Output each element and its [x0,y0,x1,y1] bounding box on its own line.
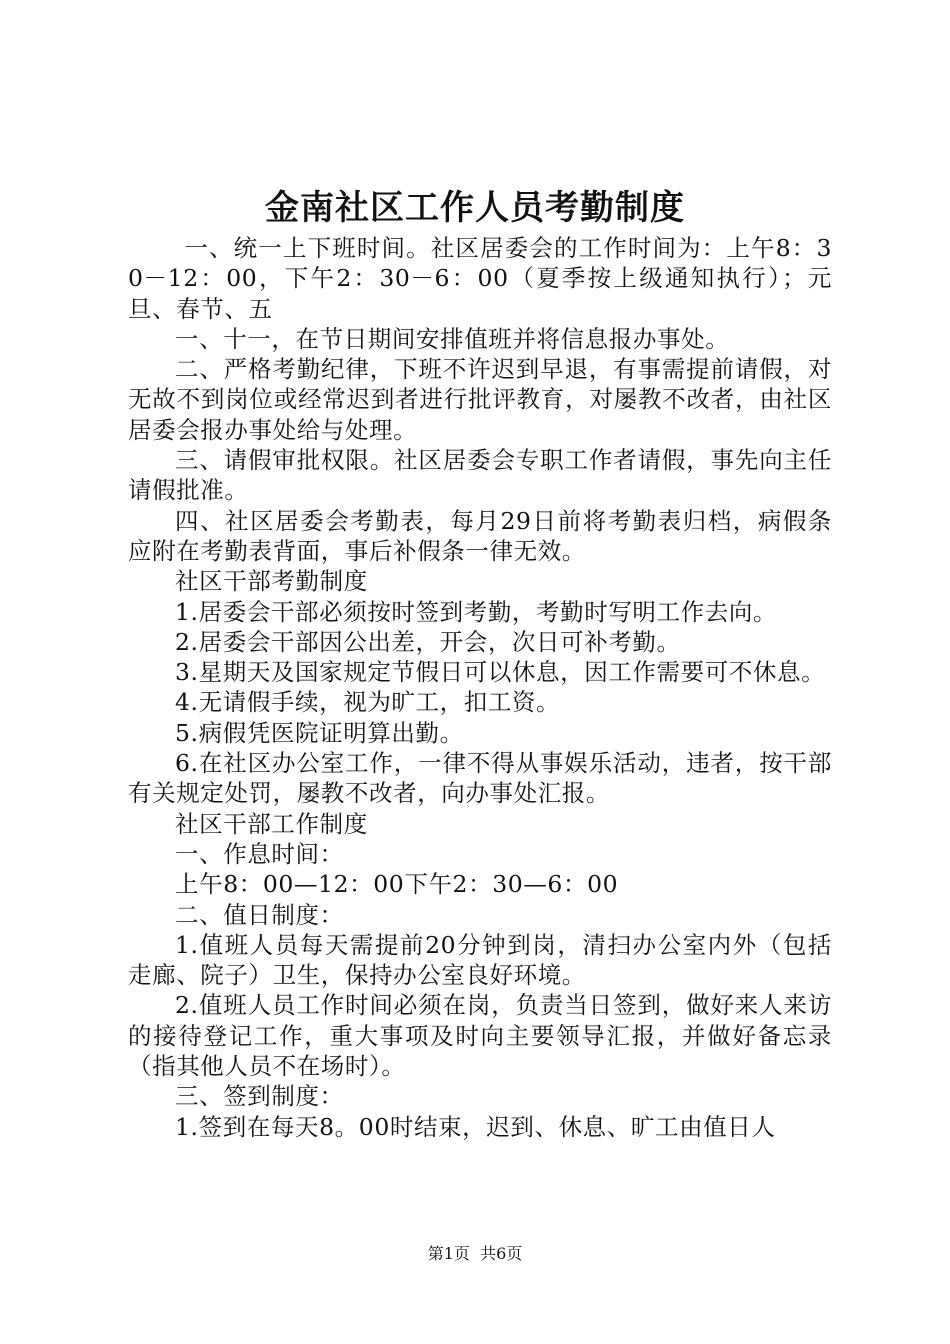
document-body [128,233,832,1142]
paragraph: 一、十一，在节日期间安排值班并将信息报办事处。 [175,324,730,353]
section-heading: 社区干部工作制度 [175,809,368,838]
paragraph: 4.无请假手续，视为旷工，扣工资。 [175,688,561,717]
page-total: 共6页 [480,1244,523,1263]
page-number: 第1页 [427,1244,470,1263]
paragraph: 三、签到制度： [175,1082,344,1111]
paragraph: 2.值班人员工作时间必须在岗，负责当日签到，做好来人来访的接待登记工作，重大事项及时向主要领导汇报，并做好备忘录（指其他人员不在场时）。 [128,991,832,1081]
paragraph: 上午8：00—12：00下午2：30—6：00 [175,870,619,899]
paragraph: 二、严格考勤纪律，下班不许迟到早退，有事需提前请假，对无故不到岗位或经常迟到者进行批评教育，对屡教不改者，由社区居委会报办事处给与处理。 [128,355,832,444]
page-footer [0,1243,950,1265]
paragraph: 1.居委会干部必须按时签到考勤，考勤时写明工作去向。 [175,597,778,626]
paragraph: 6.在社区办公室工作，一律不得从事娱乐活动，违者，按干部有关规定处罚，屡教不改者，向办事处汇报。 [128,749,832,808]
paragraph: 二、值日制度： [175,900,344,929]
paragraph: 三、请假审批权限。社区居委会专职工作者请假，事先向主任请假批准。 [128,446,832,505]
paragraph: 2.居委会干部因公出差，开会，次日可补考勤。 [175,627,681,656]
document-title: 金南社区工作人员考勤制度 [265,188,685,228]
paragraph: 四、社区居委会考勤表，每月29日前将考勤表归档，病假条应附在考勤表背面，事后补假条一律无效。 [128,506,832,565]
paragraph: 1.值班人员每天需提前20分钟到岗，清扫办公室内外（包括走廊、院子）卫生，保持办公室良好环境。 [128,930,832,990]
paragraph: 一、作息时间： [175,839,344,868]
paragraph: 一、统一上下班时间。社区居委会的工作时间为：上午8：30－12：00，下午2：30－6：00（夏季按上级通知执行）；元旦、春节、五 [128,234,832,323]
section-heading: 社区干部考勤制度 [175,567,368,596]
paragraph: 1.签到在每天8。00时结束，迟到、休息、旷工由值日人 [175,1112,776,1141]
footer-spacer [470,1244,480,1263]
paragraph: 3.星期天及国家规定节假日可以休息，因工作需要可不休息。 [175,658,826,687]
paragraph: 5.病假凭医院证明算出勤。 [175,718,464,747]
